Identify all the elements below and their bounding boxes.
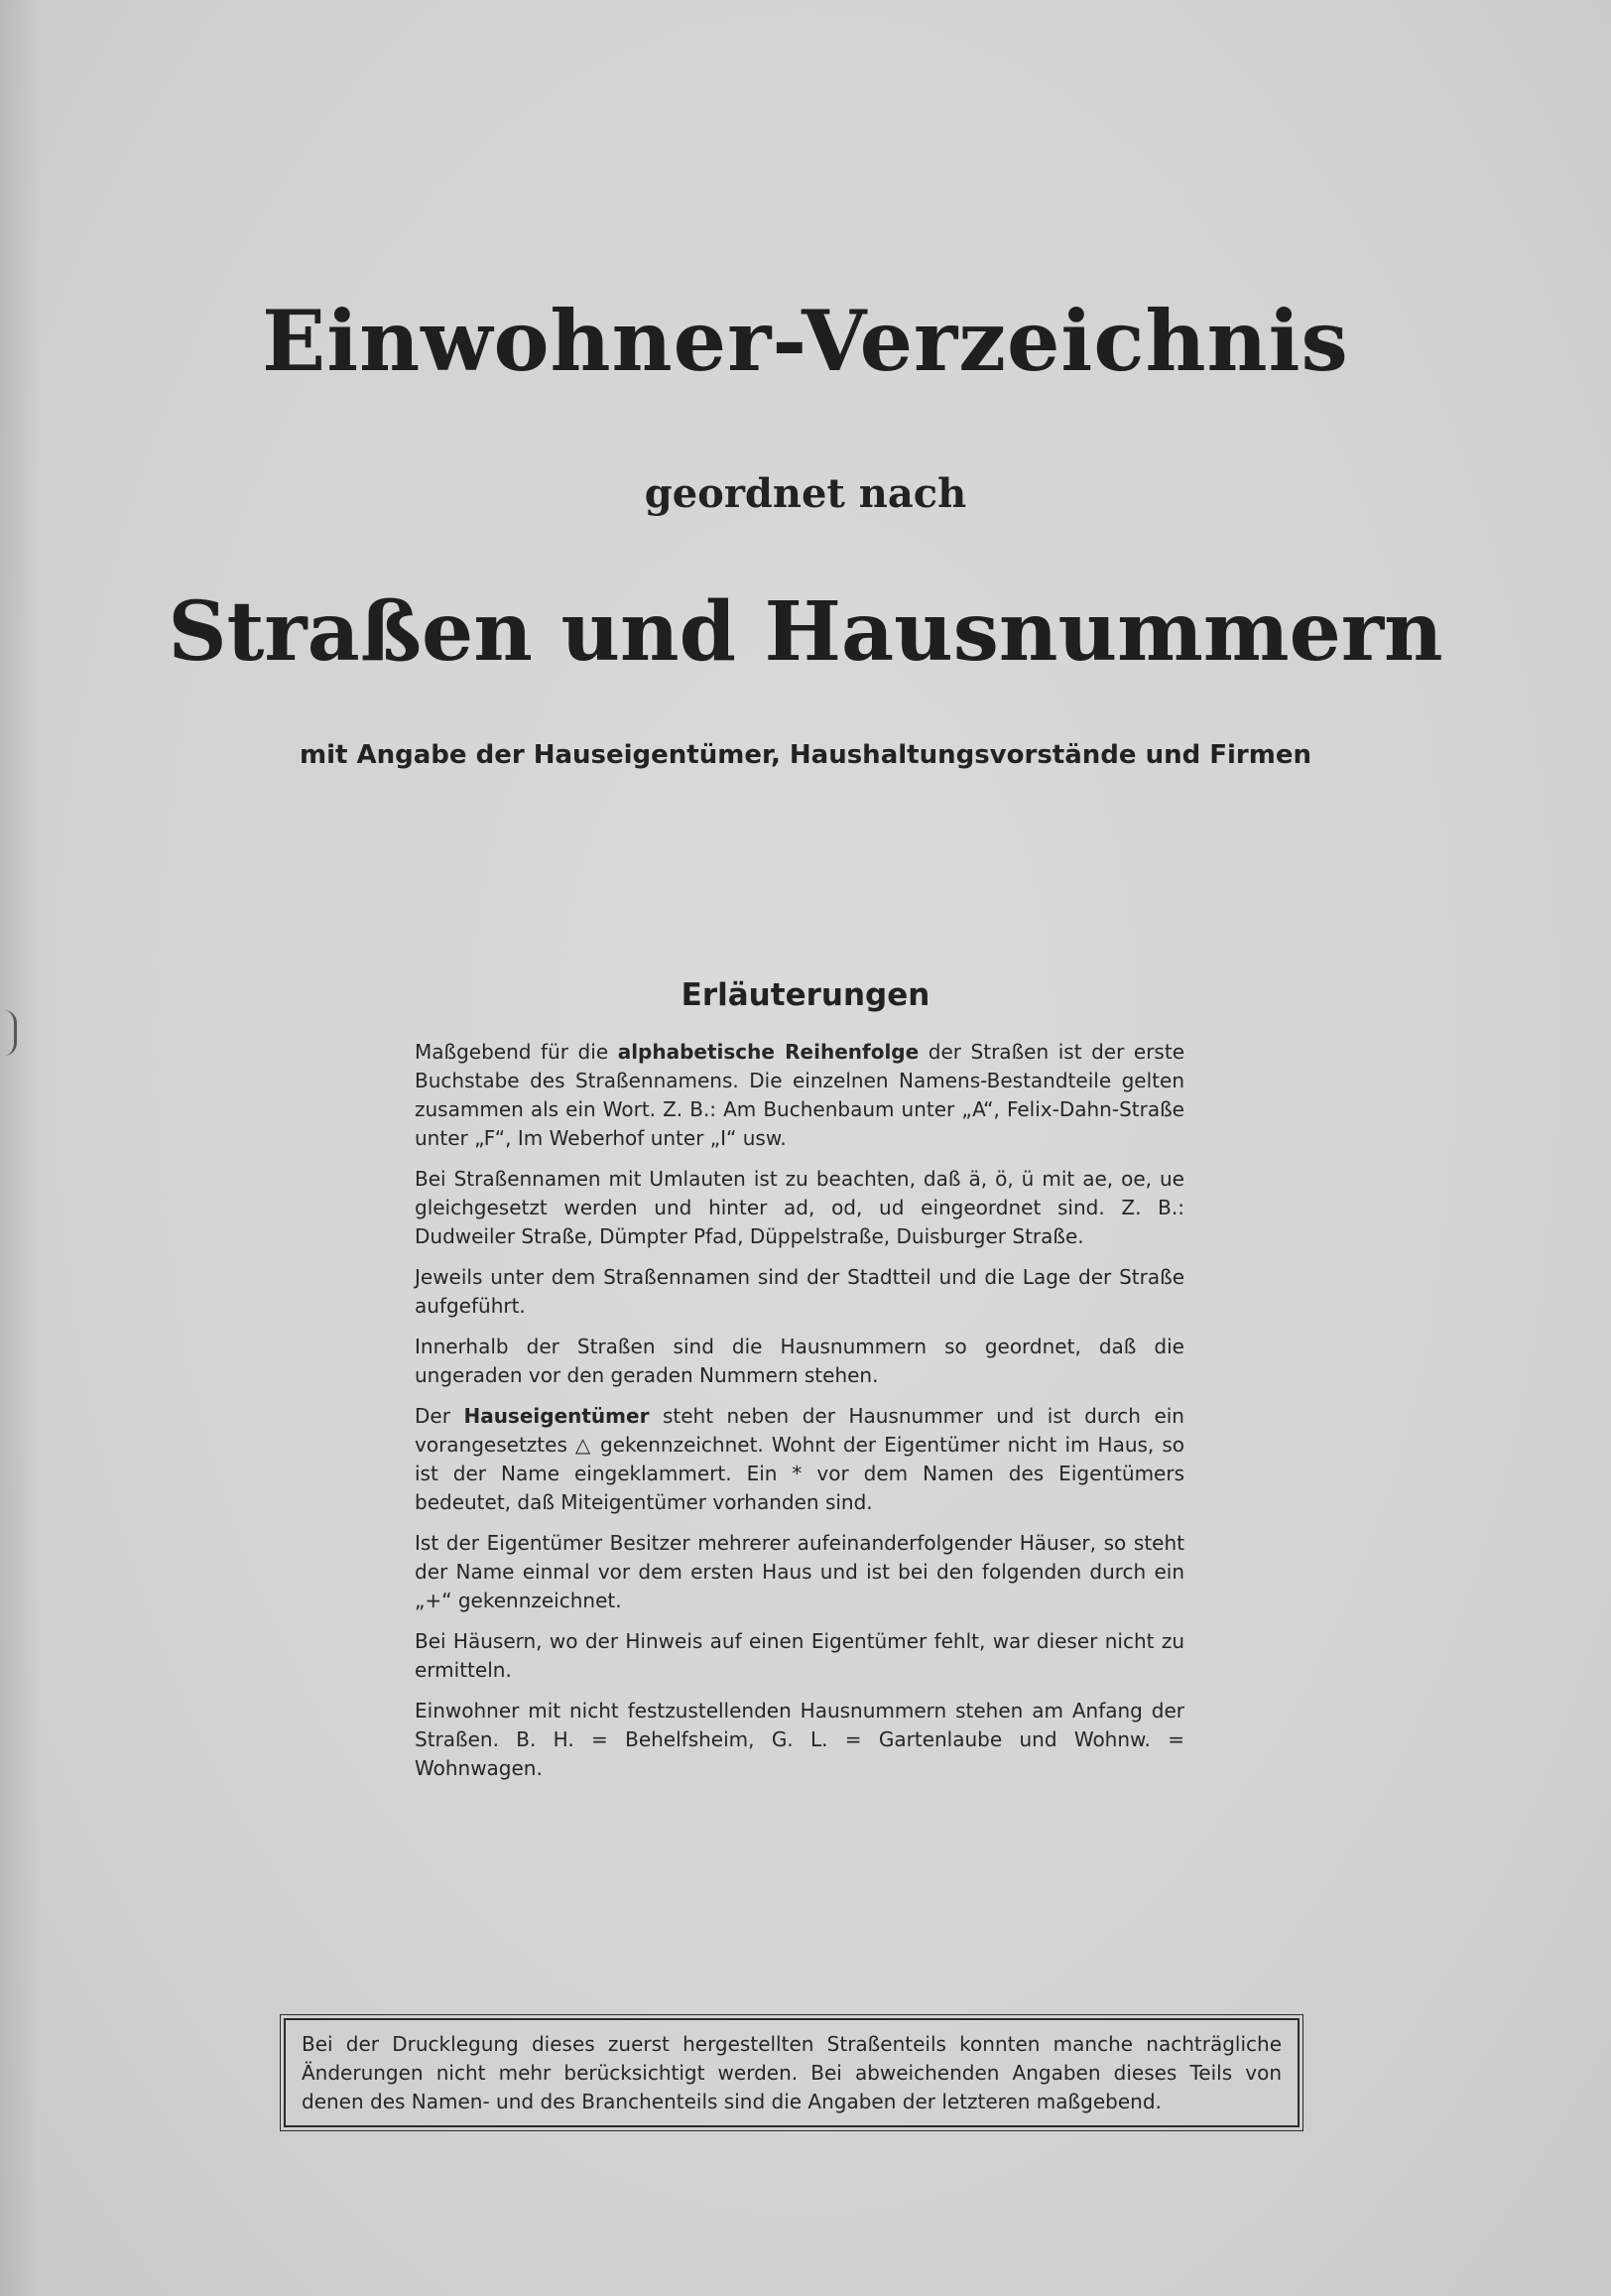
bold-term: alphabetische Reihenfolge (617, 1040, 920, 1064)
note-paragraph-7: Bei Häusern, wo der Hinweis auf einen Eigentümer fehlt, war dieser nicht zu ermitteln. (415, 1629, 1184, 1682)
note-paragraph-2: Bei Straßennamen mit Umlauten ist zu beachten, daß ä, ö, ü mit ae, oe, ue gleichgesetzt werden und hinter ad, od, ud eingeordnet sind. Z. B.: Dudweiler Straße, Dümpter Pfad, Düppelstraße, Duisburger Straße. (415, 1167, 1184, 1248)
tagline: mit Angabe der Hauseigentümer, Haushaltungsvorstände und Firmen (300, 740, 1311, 770)
page-title: Einwohner-Verzeichnis (262, 292, 1349, 390)
note-paragraph-1: Maßgebend für die alphabetische Reihenfolge der Straßen ist der erste Buchstabe des Straßennamens. Die einzelnen Namens-Bestandteile gelten zusammen als ein Wort. Z. B.: Am Buchenbaum unter „A“, Felix-Dahn-Straße unter „F“, Im Weberhof unter „I“ usw. (415, 1040, 1184, 1150)
subtitle-small: geordnet nach (644, 470, 967, 517)
bold-term: Hauseigentümer (463, 1404, 650, 1428)
note-paragraph-8: Einwohner mit nicht festzustellenden Hausnummern stehen am Anfang der Straßen. B. H. = Behelfsheim, G. L. = Gartenlaube und Wohnw. = Wohnwagen. (415, 1699, 1184, 1780)
note-paragraph-4: Innerhalb der Straßen sind die Hausnummern so geordnet, daß die ungeraden vor den geraden Nummern stehen. (415, 1335, 1184, 1387)
subtitle-large: Straßen und Hausnummern (168, 584, 1443, 680)
note-paragraph-3: Jeweils unter dem Straßennamen sind der Stadtteil und die Lage der Straße aufgeführt. (415, 1265, 1184, 1318)
binding-mark (4, 1010, 17, 1056)
note-paragraph-5: Der Hauseigentümer steht neben der Hausnummer und ist durch ein vorangesetztes △ gekennzeichnet. Wohnt der Eigentümer nicht im Haus, so ist der Name eingeklammert. Ein * vor dem Namen des Eigentümers bedeutet, daß Miteigentümer vorhanden sind. (415, 1404, 1184, 1514)
explanation-notes (415, 1038, 1184, 1795)
section-heading: Erläuterungen (681, 977, 930, 1013)
notice-box: Bei der Drucklegung dieses zuerst hergestellten Straßenteils konnten manche nachträgliche Änderungen nicht mehr berücksichtigt werden. Bei abweichenden Angaben dieses Teils von denen des Namen- und des Branchenteils sind die Angaben der letzteren maßgebend. (284, 2018, 1300, 2127)
note-paragraph-6: Ist der Eigentümer Besitzer mehrerer aufeinanderfolgender Häuser, so steht der Name einmal vor dem ersten Haus und ist bei den folgenden durch ein „+“ gekennzeichnet. (415, 1531, 1184, 1612)
